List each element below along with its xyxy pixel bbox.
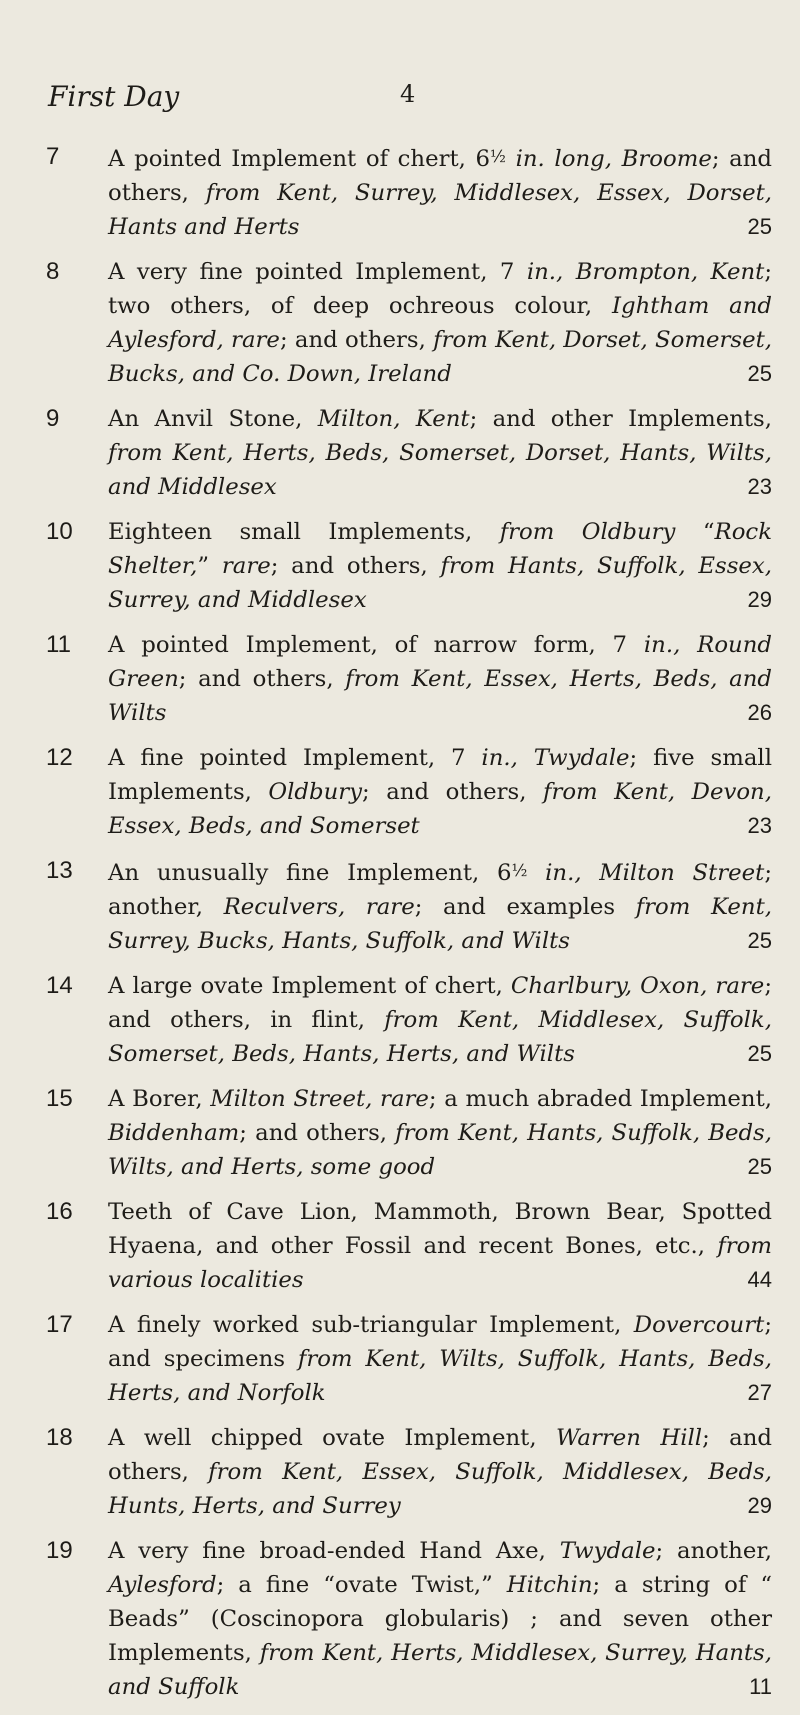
lot-entry xyxy=(0,255,800,391)
running-head: First Day xyxy=(48,80,180,113)
lot-description xyxy=(108,854,772,958)
description-text: ; a fine “ovate Twist,” xyxy=(216,1572,507,1599)
lot-entry xyxy=(0,1421,800,1523)
description-text: A very fine pointed Implement, 7 xyxy=(108,259,527,286)
description-text: A fine pointed Implement, 7 xyxy=(108,745,482,772)
description-italic: rare xyxy=(221,553,271,580)
description-italic: from Kent, Hants, Suffolk, Beds, Wilts, and Herts, some good xyxy=(108,1120,772,1181)
description-italic: Reculvers, rare xyxy=(223,894,415,921)
description-italic: from Kent, Surrey, Bucks, Hants, Suffolk, and Wilts xyxy=(108,894,773,955)
description-italic: Twydale xyxy=(559,1538,656,1565)
description-italic: Ightham and Aylesford, rare xyxy=(108,293,772,354)
description-text: A pointed Implement, of narrow form, 7 xyxy=(108,632,644,659)
description-text: ; two others, of deep ochreous colour, xyxy=(108,259,772,320)
description-italic: in., Brompton, Kent xyxy=(526,259,765,286)
description-italic: Milton Street, rare xyxy=(210,1086,429,1113)
description-text: ; and others, xyxy=(178,666,346,693)
description-text: ; and examples xyxy=(414,894,636,921)
description-text: ; and others, xyxy=(270,553,441,580)
description-italic: in. long, Broome xyxy=(505,146,712,173)
lot-price: 23 xyxy=(747,474,772,500)
lot-entry xyxy=(0,515,800,617)
lot-number: 14 xyxy=(46,972,73,1000)
description-text: ” xyxy=(197,553,222,580)
description-text: ; and other Implements, xyxy=(469,406,772,433)
lot-description xyxy=(108,515,772,617)
page-number: 4 xyxy=(400,80,416,108)
lot-entry xyxy=(0,1308,800,1410)
description-text: A very fine broad-ended Hand Axe, xyxy=(108,1538,560,1565)
lot-description xyxy=(108,402,772,504)
description-italic: from Hants, Suffolk, Essex, Surrey, and Middlesex xyxy=(108,553,772,614)
lot-number: 9 xyxy=(46,405,60,433)
lot-price: 23 xyxy=(747,813,772,839)
lot-description xyxy=(108,1308,772,1410)
description-text: A finely worked sub-triangular Implement, xyxy=(108,1312,634,1339)
lot-number: 10 xyxy=(46,518,73,546)
lot-description xyxy=(108,628,772,730)
description-text: ; another, xyxy=(108,860,772,921)
lot-price: 29 xyxy=(747,1493,772,1519)
lot-price: 27 xyxy=(747,1380,772,1406)
lot-number: 11 xyxy=(46,631,71,659)
description-italic: from Kent, Essex, Herts, Beds, and Wilts xyxy=(108,666,772,727)
description-text: A well chipped ovate Implement, xyxy=(108,1425,556,1452)
lot-number: 16 xyxy=(46,1198,73,1226)
lot-entry xyxy=(0,1534,800,1704)
description-italic: in., Round Green xyxy=(108,632,772,693)
description-italic: Biddenham xyxy=(108,1120,240,1147)
description-text: An unusually fine Implement, 6 xyxy=(108,860,512,887)
description-italic: Charlbury, Oxon, rare xyxy=(510,973,765,1000)
description-text: ; a much abraded Implement, xyxy=(428,1086,772,1113)
description-text: Teeth of Cave Lion, Mammoth, Brown Bear, Spotted Hyaena, and other Fossil and recent Bones, etc., xyxy=(108,1199,772,1260)
description-italic: Rock Shelter, xyxy=(108,519,773,580)
description-text: A pointed Implement of chert, 6 xyxy=(108,146,491,173)
description-italic: Aylesford xyxy=(108,1572,217,1599)
description-italic: Oldbury xyxy=(268,779,363,806)
description-italic: from Kent, Middlesex, Suffolk, Somerset, Beds, Hants, Herts, and Wilts xyxy=(108,1007,772,1068)
description-text: ; and others, xyxy=(362,779,543,806)
lot-number: 18 xyxy=(46,1424,73,1452)
description-text: Eighteen small Implements, xyxy=(108,519,500,546)
description-text: ; five small Implements, xyxy=(108,745,772,806)
lot-description xyxy=(108,741,772,843)
lot-number: 13 xyxy=(46,857,73,885)
lot-price: 25 xyxy=(747,361,772,387)
lot-number: 19 xyxy=(46,1537,73,1565)
lot-number: 15 xyxy=(46,1085,73,1113)
lot-price: 29 xyxy=(747,587,772,613)
lot-price: 26 xyxy=(747,700,772,726)
lot-price: 25 xyxy=(747,1041,772,1067)
description-text: A large ovate Implement of chert, xyxy=(108,973,511,1000)
lot-entry xyxy=(0,1082,800,1184)
description-italic: from Kent, Dorset, Somerset, Bucks, and Co. Down, Ireland xyxy=(108,327,772,388)
lot-entry xyxy=(0,969,800,1071)
description-italic: from Kent, Wilts, Suffolk, Hants, Beds, Herts, and Norfolk xyxy=(108,1346,772,1407)
description-text: ; another, xyxy=(655,1538,772,1565)
lot-number: 17 xyxy=(46,1311,73,1339)
lot-entry xyxy=(0,1195,800,1297)
lot-price: 11 xyxy=(749,1674,772,1700)
description-text: ; a string of “ Beads” (Coscinopora globularis) ; and seven other Implements, xyxy=(108,1572,773,1667)
description-italic: Dovercourt xyxy=(633,1312,765,1339)
lot-description xyxy=(108,140,772,244)
lot-price: 44 xyxy=(747,1267,772,1293)
lot-entry xyxy=(0,628,800,730)
description-italic: in., Milton Street xyxy=(527,860,765,887)
description-text: ½ xyxy=(490,147,506,166)
description-text: ; and others, xyxy=(108,1425,773,1486)
lot-description xyxy=(108,1534,772,1704)
description-italic: in., Twydale xyxy=(481,745,630,772)
description-italic: from Kent, Herts, Middlesex, Surrey, Hants, and Suffolk xyxy=(108,1640,772,1701)
lot-entry xyxy=(0,140,800,244)
description-text: ; and others, in flint, xyxy=(108,973,772,1034)
description-italic: from Kent, Surrey, Middlesex, Essex, Dorset, Hants and Herts xyxy=(108,180,772,241)
description-italic: Warren Hill xyxy=(555,1425,703,1452)
description-text: A Borer, xyxy=(108,1086,211,1113)
description-text: ; and others, xyxy=(108,146,772,207)
description-italic: from Oldbury xyxy=(499,519,676,546)
lot-description xyxy=(108,255,772,391)
lot-entry xyxy=(0,854,800,958)
description-italic: from Kent, Herts, Beds, Somerset, Dorset, Hants, Wilts, and Middlesex xyxy=(108,440,772,501)
lot-number: 12 xyxy=(46,744,73,772)
lot-number: 8 xyxy=(46,258,60,286)
lot-price: 25 xyxy=(747,928,772,954)
lot-description xyxy=(108,1082,772,1184)
lot-description xyxy=(108,969,772,1071)
description-italic: Milton, Kent xyxy=(317,406,470,433)
lot-entry xyxy=(0,402,800,504)
lot-price: 25 xyxy=(747,1154,772,1180)
lot-description xyxy=(108,1421,772,1523)
lot-list xyxy=(0,140,800,1715)
description-italic: from Kent, Devon, Essex, Beds, and Somerset xyxy=(108,779,772,840)
description-text: ; and others, xyxy=(239,1120,396,1147)
description-text: ½ xyxy=(511,861,528,881)
description-text: ; and specimens xyxy=(108,1312,772,1373)
page-header xyxy=(48,80,772,116)
description-text: An Anvil Stone, xyxy=(108,406,318,433)
lot-price: 25 xyxy=(747,214,772,240)
description-text: “ xyxy=(675,519,715,546)
description-italic: from Kent, Essex, Suffolk, Middlesex, Beds, Hunts, Herts, and Surrey xyxy=(108,1459,772,1520)
lot-number: 7 xyxy=(46,143,60,170)
lot-description xyxy=(108,1195,772,1297)
description-italic: from various localities xyxy=(108,1233,772,1294)
lot-entry xyxy=(0,741,800,843)
description-italic: Hitchin xyxy=(506,1572,593,1599)
description-text: ; and others, xyxy=(279,327,434,354)
